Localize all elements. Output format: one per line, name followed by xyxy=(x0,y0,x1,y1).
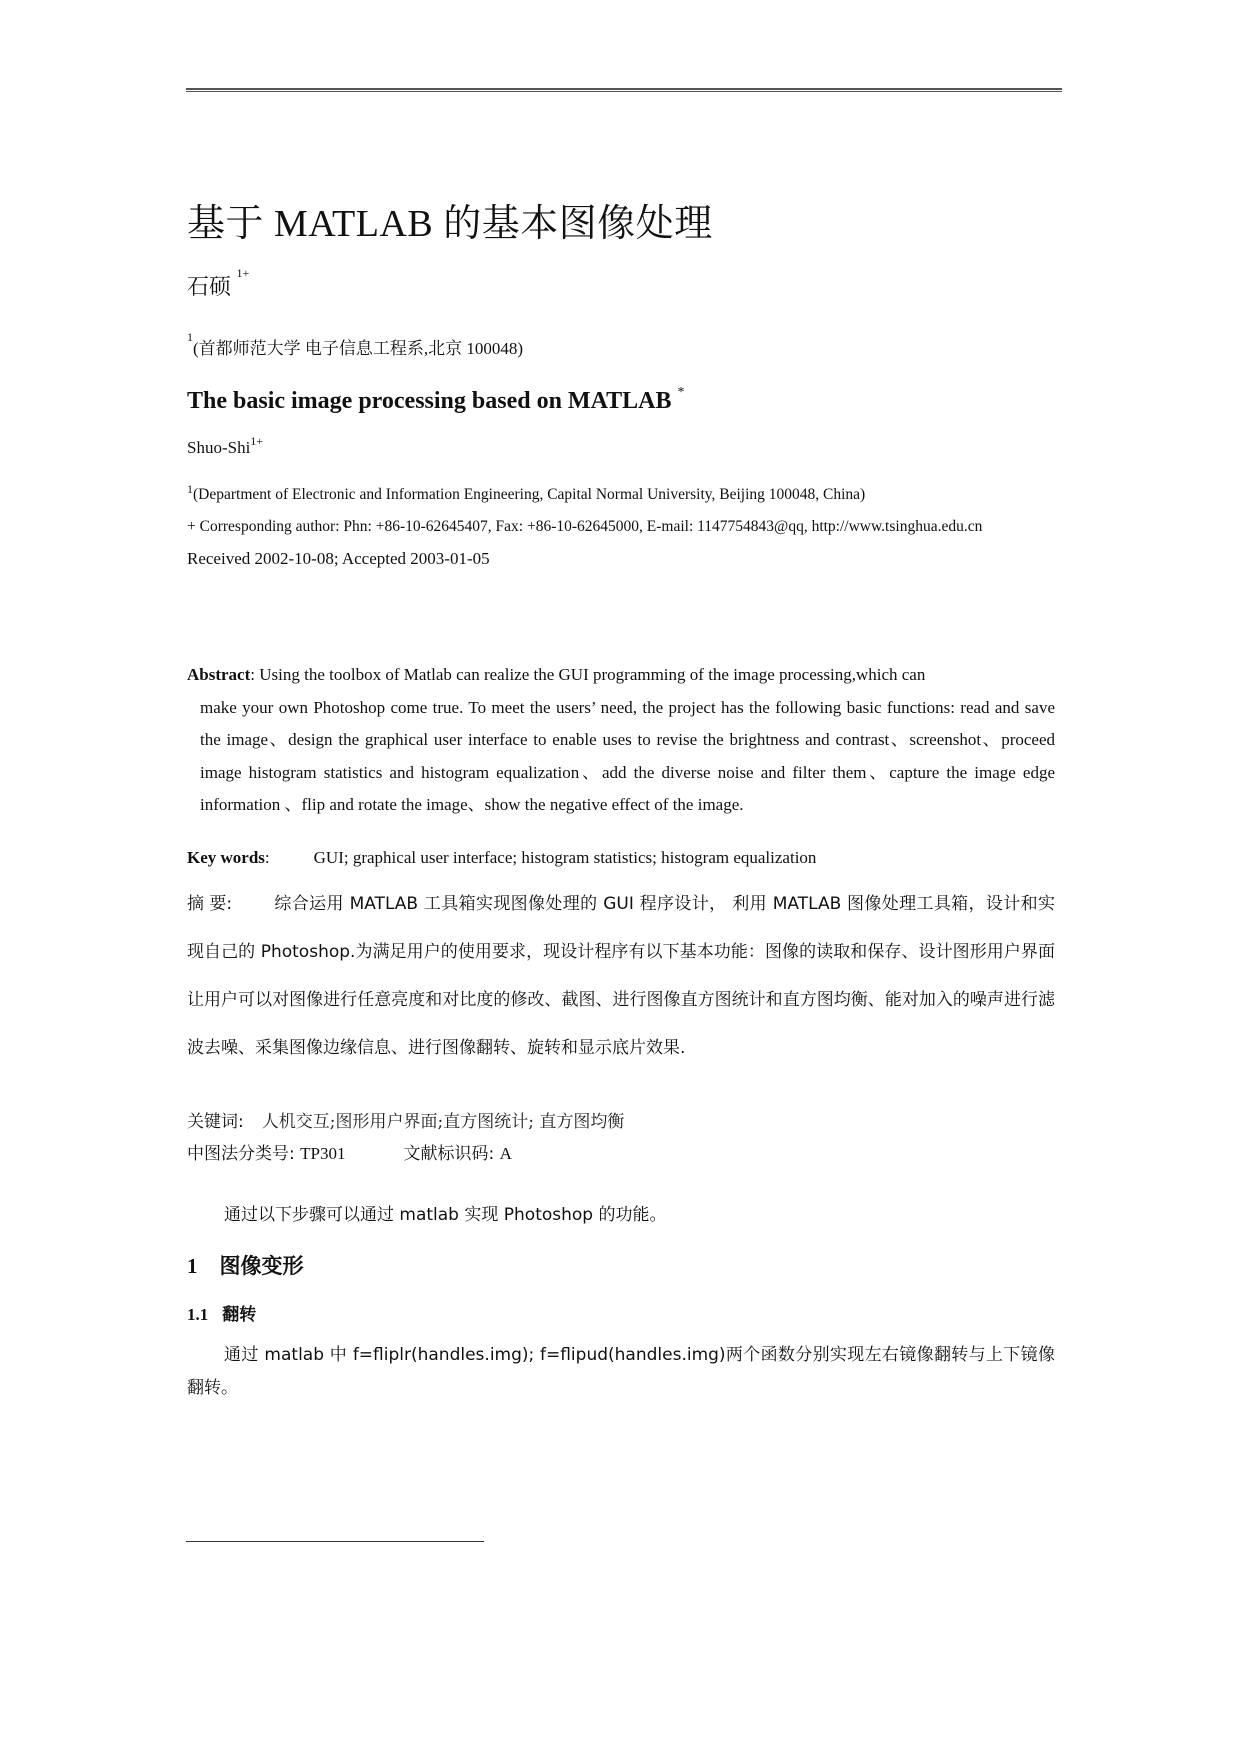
title-en-sup: * xyxy=(677,385,685,400)
section-1-heading xyxy=(187,1250,304,1280)
affiliation-en-text: (Department of Electronic and Information Engineering, Capital Normal University, Beijing 100048, China) xyxy=(193,486,866,503)
section-1-number: 1 xyxy=(187,1254,198,1278)
affiliation-zh-sup: 1 xyxy=(187,330,193,344)
clc-label: 中图法分类号: xyxy=(187,1144,301,1164)
keywords-zh-text: 人机交互;图形用户界面;直方图统计; 直方图均衡 xyxy=(261,1112,625,1132)
keywords-text: GUI; graphical user interface; histogram statistics; histogram equalization xyxy=(313,848,817,867)
classification xyxy=(187,1139,512,1164)
affiliation-zh-text: (首都师范大学 电子信息工程系,北京 100048) xyxy=(193,339,524,358)
author-zh-sup: 1+ xyxy=(236,266,250,280)
section-1-1-body: 通过 matlab 中 f=fliplr(handles.img); f=flipud(handles.img)两个函数分别实现左右镜像翻转与上下镜像翻转。 xyxy=(187,1345,1055,1398)
received-dates: Received 2002-10-08; Accepted 2003-01-05 xyxy=(187,549,490,568)
author-zh xyxy=(187,266,250,301)
section-1-1-number: 1.1 xyxy=(187,1305,209,1324)
abstract-en xyxy=(187,659,1055,822)
author-en-name: Shuo-Shi xyxy=(187,438,251,457)
author-en xyxy=(187,434,264,458)
abstract-zh-text: 综合运用 MATLAB 工具箱实现图像处理的 GUI 程序设计， 利用 MATLAB 图像处理工具箱，设计和实现自己的 Photoshop.为满足用户的使用要求，现设计程序有以下基本功能：图像的读取和保存、设计图形用户界面让用户可以对图像进行任意亮度和对比度的修改、截图、进行图像直方图统计和直方图均衡、能对加入的噪声进行滤波去噪、采集图像边缘信息、进行图像翻转、旋转和显示底片效果. xyxy=(187,894,1055,1058)
keywords-zh xyxy=(187,1107,624,1132)
section-1-1-heading xyxy=(187,1300,256,1325)
abstract-first-line: : Using the toolbox of Matlab can realize the GUI programming of the image processing,which can xyxy=(250,665,926,684)
title-en-text: The basic image processing based on MATLAB xyxy=(187,388,672,414)
clc-value: TP301 xyxy=(300,1144,346,1163)
keywords-colon: : xyxy=(264,848,270,867)
affiliation-en xyxy=(187,482,866,504)
affiliation-zh xyxy=(187,330,524,359)
abstract-zh-label: 摘 要: xyxy=(187,894,233,914)
footnote-rule xyxy=(186,1541,484,1542)
abstract-body: make your own Photoshop come true. To meet the users’ need, the project has the following basic functions: read and save the image、design the graphical user interface to enable uses to revise the brightness and contrast、screenshot、proceed image histogram statistics and histogram equalization、add the diverse noise and filter them、capture the image edge information 、flip and rotate the image、show the negative effect of the image. xyxy=(200,697,1055,814)
keywords-zh-label: 关键词: xyxy=(187,1112,244,1132)
abstract-zh xyxy=(187,880,1055,1072)
title-en xyxy=(187,385,685,415)
corresponding-author: + Corresponding author: Phn: +86-10-62645407, Fax: +86-10-62645000, E-mail: 1147754843@qq, http://www.tsinghua.edu.cn xyxy=(187,518,983,535)
title-zh: 基于 MATLAB 的基本图像处理 xyxy=(187,203,713,245)
doc-code-value: A xyxy=(499,1144,512,1163)
header-rule xyxy=(186,88,1062,92)
keywords-label: Key words xyxy=(187,848,265,867)
keywords-en xyxy=(187,848,816,868)
section-1-1-title: 翻转 xyxy=(222,1305,257,1325)
author-en-sup: 1+ xyxy=(250,434,264,448)
intro-paragraph: 通过以下步骤可以通过 matlab 实现 Photoshop 的功能。 xyxy=(224,1205,667,1225)
section-1-title: 图像变形 xyxy=(219,1254,304,1278)
doc-code-label: 文献标识码: xyxy=(403,1144,500,1164)
affiliation-en-sup: 1 xyxy=(187,482,193,496)
author-zh-name: 石硕 xyxy=(187,274,232,299)
abstract-label: Abstract xyxy=(187,665,251,684)
